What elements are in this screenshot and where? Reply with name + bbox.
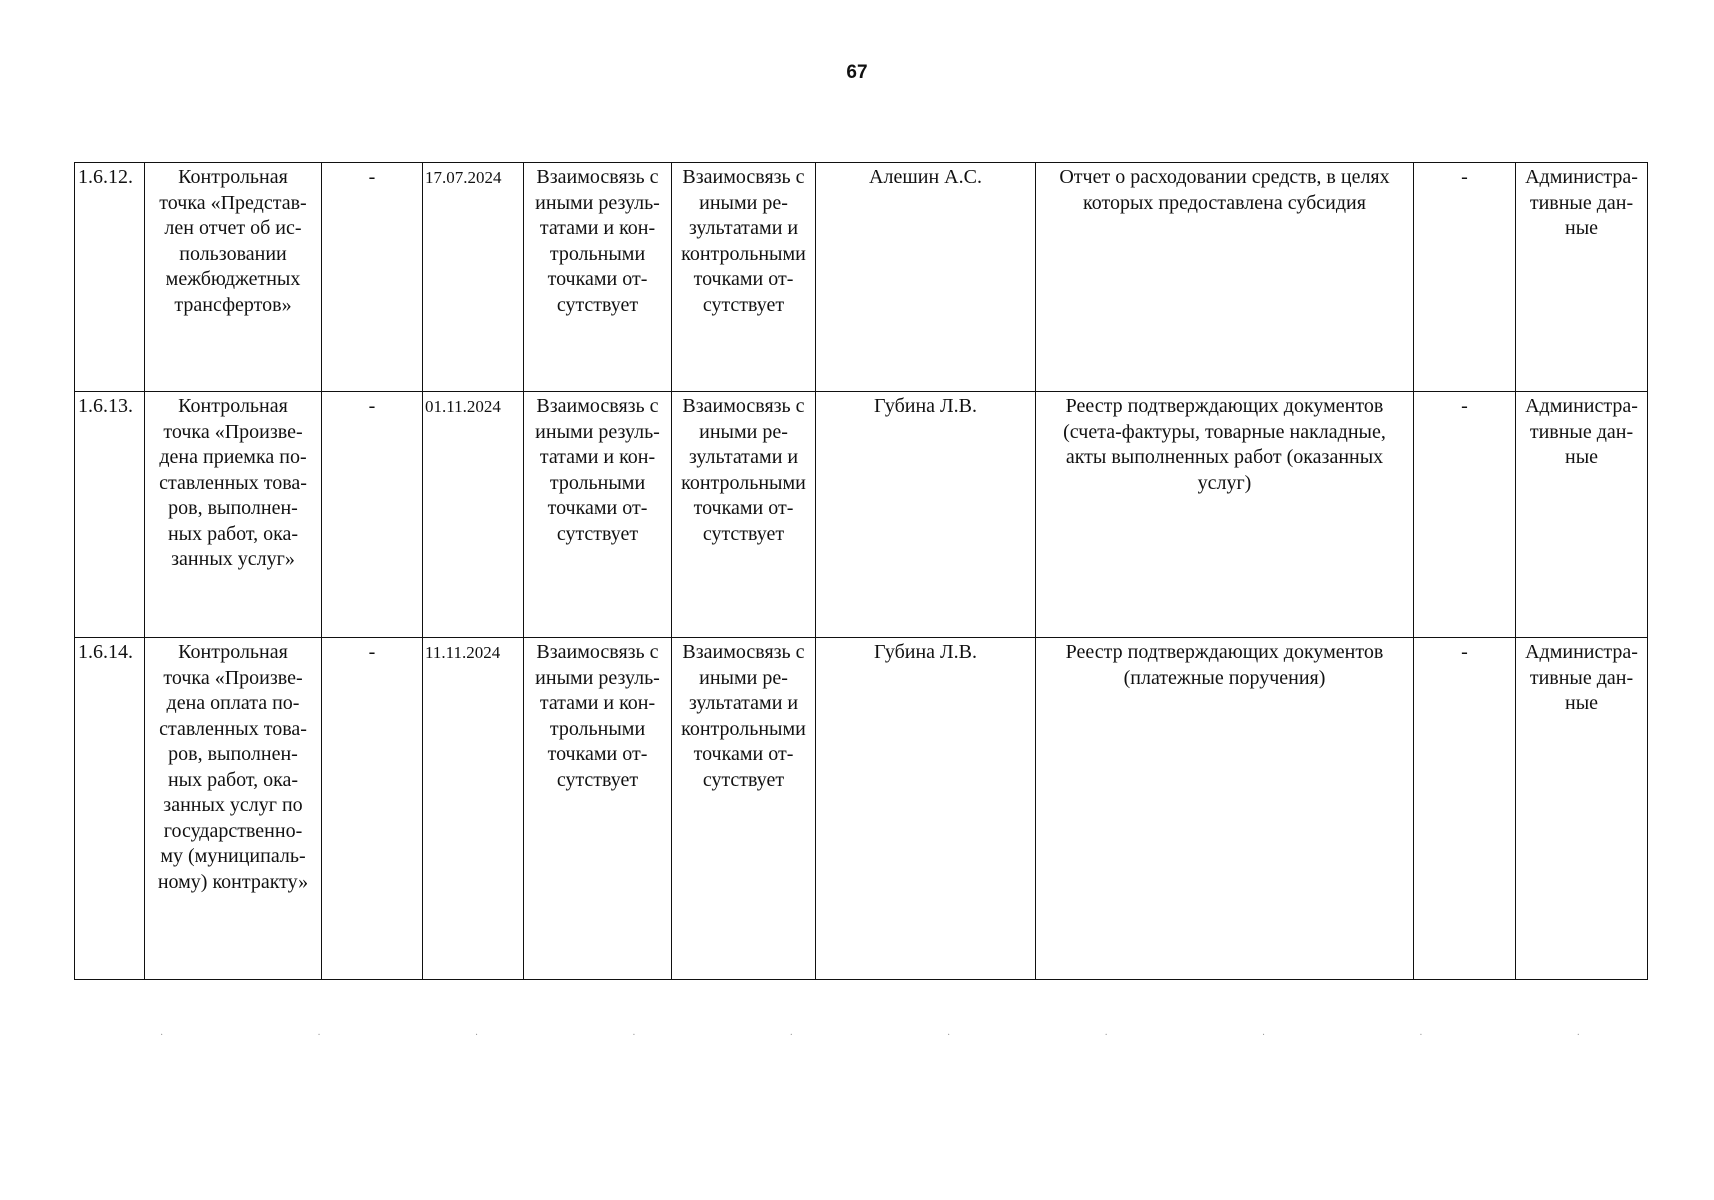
table-row	[75, 638, 1648, 980]
scan-dot: ·	[632, 1030, 636, 1041]
relationship-control-points: Взаимосвязь с иными ре- зультатами и контрольными точками от- сутствует	[672, 638, 816, 980]
scan-dot: ·	[789, 1030, 793, 1041]
relationship-control-points: Взаимосвязь с иными ре- зультатами и контрольными точками от- сутствует	[672, 163, 816, 392]
relationship-results: Взаимосвязь с иными резуль- татами и кон- трольными точками от- сутствует	[524, 392, 672, 638]
relationship-control-points: Взаимосвязь с иными ре- зультатами и контрольными точками от- сутствует	[672, 392, 816, 638]
dash-cell: -	[1414, 163, 1516, 392]
row-number: 1.6.13.	[75, 392, 145, 638]
data-source: Администра- тивные дан- ные	[1516, 392, 1648, 638]
control-point-name: Контрольная точка «Произве- дена оплата по- ставленных това- ров, выполнен- ных работ, ока- занных услуг по государственно- му (муниципаль- ному) контракту»	[145, 638, 322, 980]
table-row	[75, 163, 1648, 392]
confirming-document: Отчет о расходовании средств, в целях которых предоставлена субсидия	[1036, 163, 1414, 392]
scan-dot: ·	[1576, 1030, 1580, 1041]
scan-dot: ·	[1261, 1030, 1266, 1041]
responsible-person: Алешин А.С.	[816, 163, 1036, 392]
scan-dot: ·	[317, 1030, 321, 1041]
confirming-document: Реестр подтверждающих документов (платежные поручения)	[1036, 638, 1414, 980]
control-points-table	[74, 162, 1648, 980]
due-date: 01.11.2024	[423, 392, 524, 638]
control-point-name: Контрольная точка «Произве- дена приемка по- ставленных това- ров, выполнен- ных работ, ока- занных услуг»	[145, 392, 322, 638]
row-number: 1.6.12.	[75, 163, 145, 392]
table-body	[75, 163, 1648, 980]
responsible-person: Губина Л.В.	[816, 392, 1036, 638]
dash-cell: -	[322, 392, 423, 638]
due-date: 17.07.2024	[423, 163, 524, 392]
control-point-name: Контрольная точка «Представ- лен отчет об ис- пользовании межбюджетных трансфертов»	[145, 163, 322, 392]
table-row	[75, 392, 1648, 638]
data-source: Администра- тивные дан- ные	[1516, 638, 1648, 980]
scan-dot: ·	[474, 1030, 479, 1041]
scan-dot: ·	[947, 1030, 951, 1041]
scan-dot: ·	[160, 1030, 164, 1041]
scan-dot: ·	[1104, 1030, 1108, 1041]
row-number: 1.6.14.	[75, 638, 145, 980]
responsible-person: Губина Л.В.	[816, 638, 1036, 980]
relationship-results: Взаимосвязь с иными резуль- татами и кон- трольными точками от- сутствует	[524, 638, 672, 980]
page-number: 67	[846, 62, 868, 83]
confirming-document: Реестр подтверждающих документов (счета-фактуры, товарные накладные, акты выполненных работ (оказанных услуг)	[1036, 392, 1414, 638]
dash-cell: -	[1414, 392, 1516, 638]
relationship-results: Взаимосвязь с иными резуль- татами и кон- трольными точками от- сутствует	[524, 163, 672, 392]
dash-cell: -	[322, 638, 423, 980]
scan-dot: ·	[1419, 1030, 1423, 1041]
data-source: Администра- тивные дан- ные	[1516, 163, 1648, 392]
scan-dots	[160, 1030, 1580, 1041]
due-date: 11.11.2024	[423, 638, 524, 980]
dash-cell: -	[1414, 638, 1516, 980]
dash-cell: -	[322, 163, 423, 392]
